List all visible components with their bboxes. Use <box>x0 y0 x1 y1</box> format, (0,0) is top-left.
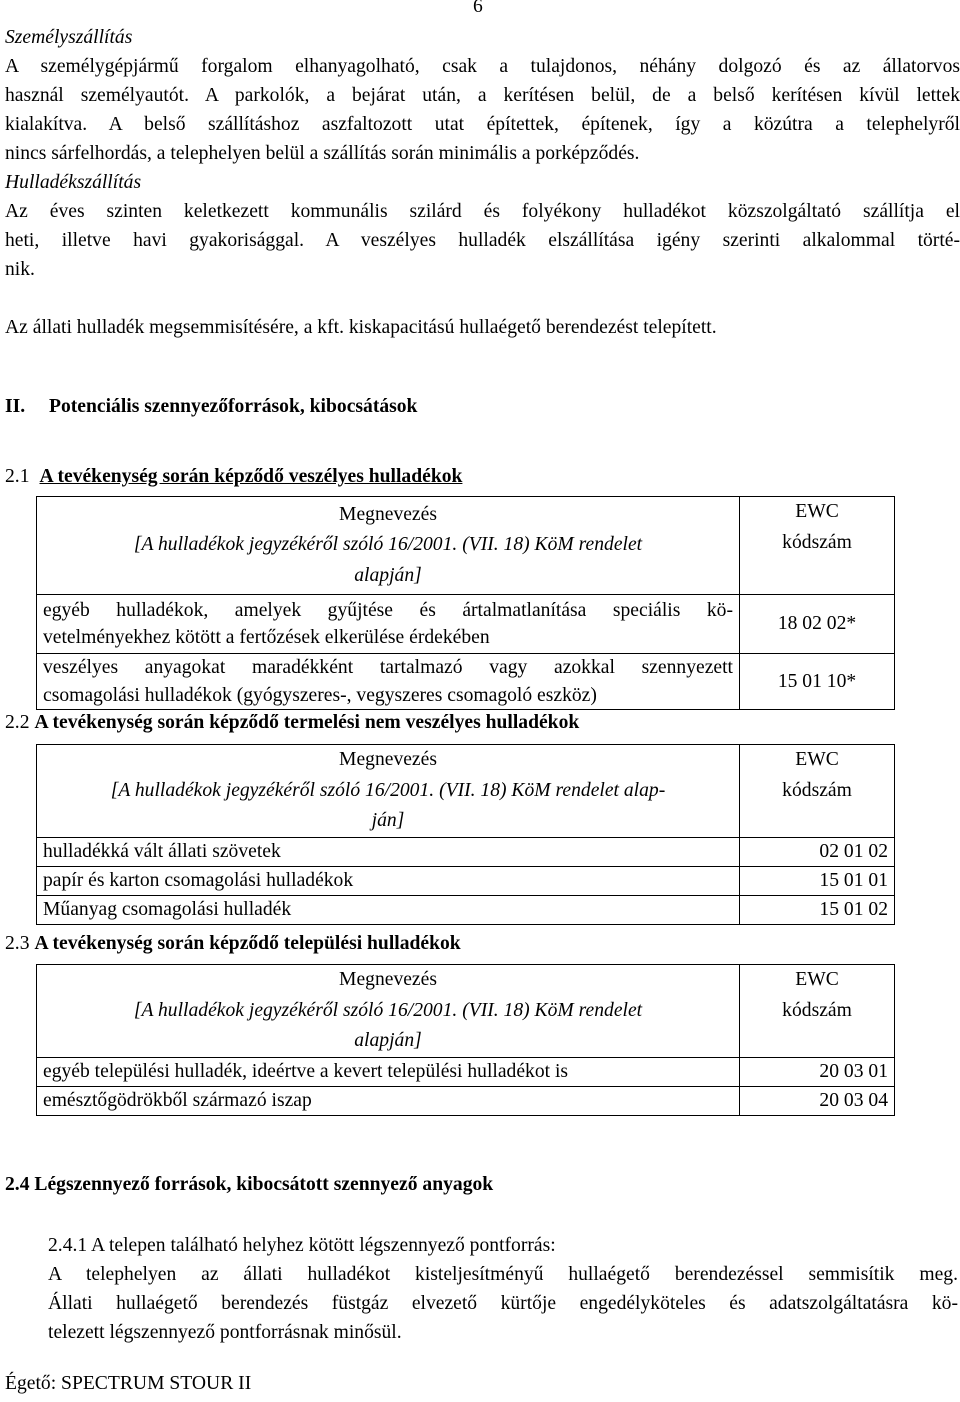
waste-name-cell: emésztőgödrökből származó iszap <box>37 1087 740 1116</box>
body-line: heti, illetve havi gyakorisággal. A veszélyes hulladék elszállítása igény szerinti alkalommal törté- <box>5 230 960 251</box>
ewc-code-cell: 20 03 04 <box>740 1087 895 1116</box>
header-legal-ref: [A hulladékok jegyzékéről szóló 16/2001. (VII. 18) KöM rendelet alap- <box>110 779 666 801</box>
table-row <box>37 654 895 710</box>
waste-transport-heading: Hulladékszállítás <box>5 172 142 193</box>
ewc-code-cell: 15 01 10* <box>740 654 895 710</box>
header-name-cell <box>37 745 740 838</box>
page-number: 6 <box>473 0 483 17</box>
header-name-cell <box>37 497 740 595</box>
table-header-row <box>37 745 895 838</box>
section-number: 2.3 <box>5 933 30 954</box>
section-number: 2.2 <box>5 712 30 733</box>
body-line: Állati hullaégető berendezés füstgáz elvezető kürtője engedélyköteles és adatszolgáltatásra kö- <box>48 1293 958 1314</box>
table-row <box>37 867 895 896</box>
section-2-2-heading <box>5 712 579 734</box>
table-row <box>37 1087 895 1116</box>
section-title: A tevékenység során képződő termelési nem veszélyes hulladékok <box>34 712 580 733</box>
body-line: kialakítva. A belső szállításhoz aszfaltozott utat építettek, építenek, így a közútra a telephelyről <box>5 114 960 135</box>
section-2-4-heading: 2.4 Légszennyező források, kibocsátott szennyező anyagok <box>5 1174 494 1195</box>
header-code-label: EWC <box>795 501 839 522</box>
chapter-number: II. <box>5 396 26 417</box>
header-label: Megnevezés <box>339 503 437 525</box>
hazardous-waste-table <box>36 496 895 710</box>
header-legal-ref: [A hulladékok jegyzékéről szóló 16/2001. (VII. 18) KöM rendelet <box>133 534 643 556</box>
subsection-title: 2.4.1 A telepen található helyhez kötött légszennyező pontforrás: <box>48 1235 556 1256</box>
waste-name-cell <box>37 654 740 710</box>
table-row <box>37 595 895 654</box>
waste-name-cell: Műanyag csomagolási hulladék <box>37 896 740 925</box>
section-title: A tevékenység során képződő települési hulladékok <box>34 933 461 954</box>
ewc-code-cell: 15 01 02 <box>740 896 895 925</box>
animal-waste-note: Az állati hulladék megsemmisítésére, a kft. kiskapacitású hullaégető berendezést telepített. <box>5 317 717 338</box>
header-code-label: kódszám <box>782 531 852 553</box>
header-code-label: kódszám <box>782 779 852 801</box>
ewc-code-cell: 18 02 02* <box>740 595 895 654</box>
section-2-1-heading <box>5 466 462 488</box>
production-waste-table <box>36 744 895 925</box>
chapter-title: Potenciális szennyezőforrások, kibocsátások <box>49 396 418 417</box>
waste-name-cell: hulladékká vált állati szövetek <box>37 838 740 867</box>
section-2-3-heading <box>5 933 461 955</box>
waste-name-line: veszélyes anyagokat maradékként tartalmazó vagy azokkal szennyezett <box>43 657 733 678</box>
passenger-transport-heading: Személyszállítás <box>5 27 133 48</box>
waste-name-line: vetelményekhez kötött a fertőzések elkerülése érdekében <box>43 627 490 648</box>
section-2-4-1 <box>48 1231 958 1347</box>
table-header-row <box>37 965 895 1058</box>
passenger-transport-section <box>5 23 960 284</box>
body-line: használ személyautót. A parkolók, a bejárat után, a kerítésen belül, de a belső kerítésen kívül lettek <box>5 85 960 106</box>
body-line: telezett légszennyező pontforrásnak minősül. <box>48 1322 402 1343</box>
waste-name-cell <box>37 595 740 654</box>
body-line: nik. <box>5 259 35 280</box>
header-code-cell <box>740 965 895 1058</box>
waste-name-cell: papír és karton csomagolási hulladékok <box>37 867 740 896</box>
municipal-waste-table <box>36 964 895 1116</box>
waste-name-line: egyéb hulladékok, amelyek gyűjtése és ártalmatlanítása speciális kö- <box>43 599 733 621</box>
header-legal-ref: ján] <box>371 810 405 832</box>
header-label: Megnevezés <box>339 969 437 991</box>
waste-name-line: csomagolási hulladékok (gyógyszeres-, vegyszeres csomagoló eszköz) <box>43 684 597 706</box>
section-title: A tevékenység során képződő veszélyes hulladékok <box>39 466 463 487</box>
header-label: Megnevezés <box>339 749 437 771</box>
body-line: nincs sárfelhordás, a telephelyen belül a szállítás során minimális a porképződés. <box>5 143 640 164</box>
header-code-cell <box>740 745 895 838</box>
header-legal-ref: [A hulladékok jegyzékéről szóló 16/2001. (VII. 18) KöM rendelet <box>133 999 643 1021</box>
ewc-code-cell: 20 03 01 <box>740 1058 895 1087</box>
section-number: 2.1 <box>5 466 30 487</box>
header-code-label: EWC <box>795 969 839 990</box>
header-code-cell <box>740 497 895 595</box>
body-line: A telephelyen az állati hulladékot kisteljesítményű hullaégető berendezéssel semmisítik meg. <box>48 1264 958 1285</box>
header-name-cell <box>37 965 740 1058</box>
table-row <box>37 1058 895 1087</box>
waste-name-cell: egyéb települési hulladék, ideértve a kevert települési hulladékot is <box>37 1058 740 1087</box>
ewc-code-cell: 15 01 01 <box>740 867 895 896</box>
table-row <box>37 896 895 925</box>
header-legal-ref: alapján] <box>354 564 422 586</box>
ewc-code-cell: 02 01 02 <box>740 838 895 867</box>
table-row <box>37 838 895 867</box>
incinerator-name: Égető: SPECTRUM STOUR II <box>5 1373 252 1394</box>
body-line: A személygépjármű forgalom elhanyagolható, csak a tulajdonos, néhány dolgozó és az állatorvos <box>5 56 960 77</box>
header-legal-ref: alapján] <box>354 1030 422 1052</box>
table-header-row <box>37 497 895 595</box>
header-code-label: EWC <box>795 749 839 770</box>
header-code-label: kódszám <box>782 999 852 1021</box>
body-line: Az éves szinten keletkezett kommunális szilárd és folyékony hulladékot közszolgáltató szállítja el <box>5 201 960 222</box>
